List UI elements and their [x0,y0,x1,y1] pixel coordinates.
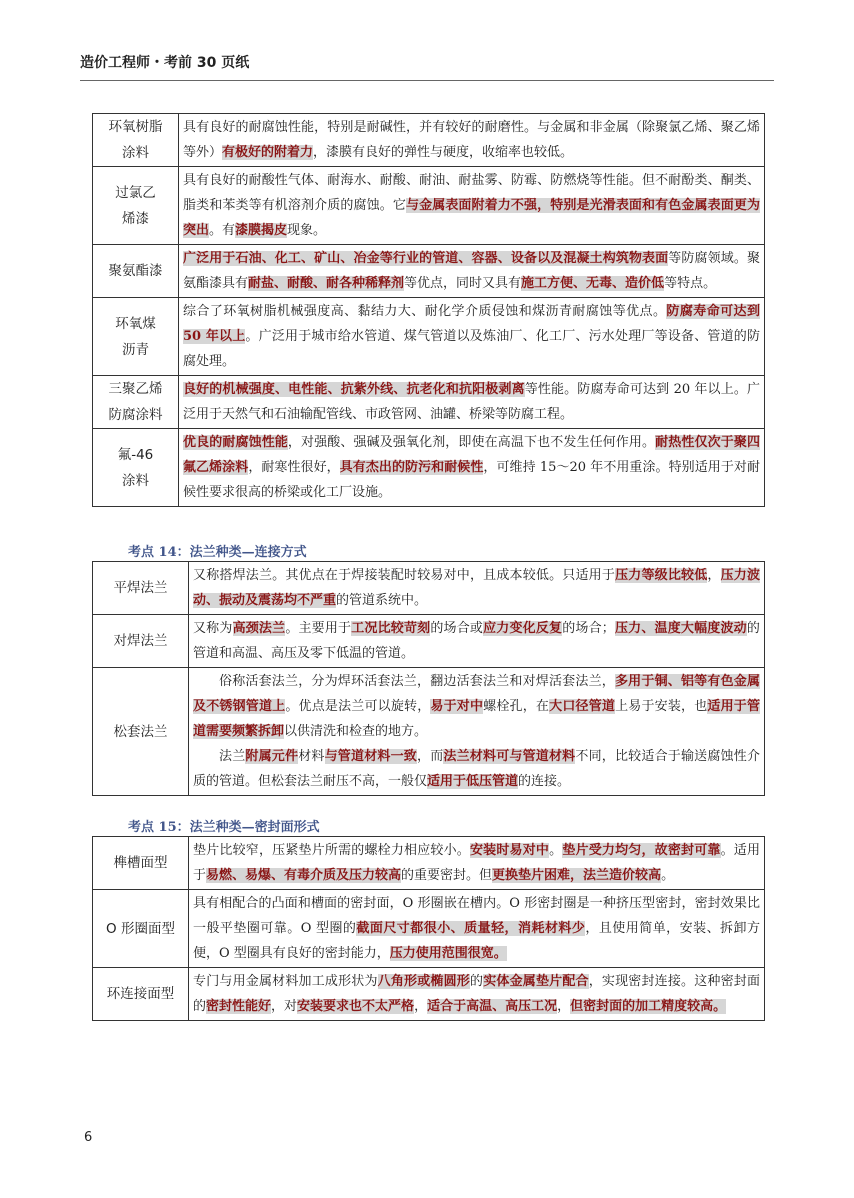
text-segment: 上易于安装，也 [615,699,708,714]
header-divider [80,80,774,81]
description-paragraph [183,377,760,427]
row-name-line: 环连接面型 [106,986,175,1002]
highlighted-text: 压力波动、振动及震荡均不严重 [193,568,760,608]
row-name [93,968,189,1021]
highlighted-text: 压力、温度大幅度波动 [614,621,747,636]
highlighted-text: 高颈法兰 [232,621,286,636]
table-row [93,968,765,1021]
description-paragraph [193,891,760,966]
text-segment: 。有 [209,223,236,238]
page-header-title: 造价工程师・考前 30 页纸 [80,55,250,71]
highlighted-text: 安装要求也不太严格 [297,999,415,1014]
description-paragraph [193,669,760,744]
text-segment: ，对强酸、强碱及强氧化剂，即使在高温下也不发生任何作用。 [287,435,656,450]
flange-connection-table [92,561,765,796]
text-segment: 的 [469,974,484,989]
row-name-line: 防腐涂料 [108,407,163,423]
text-segment: 等优点，同时又具有 [404,276,522,291]
text-segment: 。 [549,843,563,858]
table-row [93,429,765,507]
highlighted-text: 耐热性仅次于聚四氟乙烯涂料 [183,435,760,475]
table-row [93,114,765,167]
text-segment: 。优点是法兰可以旋转， [285,699,431,714]
highlighted-text: 安装时易对中 [469,843,550,858]
text-segment: ，对 [271,999,298,1014]
description-paragraph [193,744,760,794]
highlighted-text: 适用于管道需要频繁拆卸 [193,699,760,739]
description-paragraph [183,168,760,243]
text-segment: ，而 [417,749,444,764]
highlighted-text: 漆膜揭皮 [235,223,288,238]
table-row [93,298,765,376]
highlighted-text: 截面尺寸都很小、质量轻，消耗材料少 [356,921,586,936]
description-paragraph [183,299,760,374]
text-segment: 的场合； [562,621,615,636]
row-description [179,376,765,429]
table-row [93,376,765,429]
text-segment: 又称搭焊法兰。其优点在于焊接装配时较易对中，且成本较低。只适用于 [193,568,616,583]
table-row [93,167,765,245]
row-name-line: 环氧煤 [115,315,156,332]
text-segment: 的重要密封。但 [401,868,493,883]
row-name-line: 对焊法兰 [113,633,168,649]
text-segment: 综合了环氧树脂机械强度高、黏结力大、耐化学介质侵蚀和煤沥青耐腐蚀等优点。 [183,304,667,319]
highlighted-text: 压力使用范围很宽。 [389,946,507,961]
highlighted-text: 八角形或椭圆形 [377,974,470,989]
highlighted-text: 易燃、易爆、有毒介质及压力较高 [206,868,402,883]
text-segment: 现象。 [287,223,327,238]
text-segment: ，耐寒性很好， [248,460,340,475]
row-name [93,114,179,167]
text-segment: 不同，比较适合于输送腐蚀性介质的管道。但松套法兰耐压不高，一般仅 [193,749,760,789]
text-segment: 的管道和高温、高压及零下低温的管道。 [193,621,760,661]
text-segment: 等性能。防腐寿命可达到 20 年以上。广泛用于天然气和石油输配管线、市政管网、油罐、桥梁等防腐工程。 [183,382,760,422]
text-segment: 的管道系统中。 [336,593,428,608]
row-name-line: 烯漆 [122,210,149,227]
text-segment: 。广泛用于城市给水管道、煤气管道以及炼油厂、化工厂、污水处理厂等设备、管道的防腐处理。 [183,329,760,369]
table-row [93,615,765,668]
text-segment: 。 [661,868,675,883]
row-name [93,615,189,668]
description-paragraph [193,969,760,1019]
highlighted-text: 工况比较苛刻 [351,621,431,636]
row-name [93,429,179,507]
text-segment: ， [414,999,428,1014]
text-segment: ， [557,999,571,1014]
row-name-line: 涂料 [122,145,149,161]
highlighted-text: 实体金属垫片配合 [483,974,589,989]
row-description [189,968,765,1021]
highlighted-text: 但密封面的加工精度较高。 [570,999,727,1014]
highlighted-text: 应力变化反复 [483,621,563,636]
text-segment: 材料 [298,749,325,764]
row-description [189,837,765,890]
highlighted-text: 与管道材料一致 [324,749,417,764]
highlighted-text: 有极好的附着力 [222,145,314,160]
highlighted-text: 适合于高温、高压工况 [427,999,558,1014]
table-row [93,668,765,796]
row-name-line: 三聚乙烯 [108,381,163,397]
table-row [93,837,765,890]
highlighted-text: 优良的耐腐蚀性能 [183,435,288,450]
highlighted-text: 附属元件 [245,749,299,764]
description-paragraph [193,616,760,666]
highlighted-text: 良好的机械强度、电性能、抗紫外线、抗老化和抗阳极剥离 [183,382,525,397]
text-segment: 专门与用金属材料加工成形状为 [193,974,378,989]
row-description [189,890,765,968]
highlighted-text: 垫片受力均匀，故密封可靠 [562,843,721,858]
table-row [93,562,765,615]
highlighted-text: 压力等级比较低 [615,568,708,583]
row-name-line: 榫槽面型 [113,855,168,871]
row-name [93,890,189,968]
row-name [93,668,189,796]
description-paragraph [193,563,760,613]
highlighted-text: 法兰材料可与管道材料 [443,749,576,764]
text-segment: 等特点。 [664,276,717,291]
text-segment: ，且使用简单，安装、拆卸方便，O 型圈具有良好的密封能力， [193,921,760,961]
text-segment: 的连接。 [518,774,571,789]
row-name [93,167,179,245]
highlighted-text: 密封性能好 [206,999,272,1014]
row-name-line: 涂料 [122,472,149,489]
text-segment: ， [707,568,721,583]
highlighted-text: 防腐寿命可达到 50 年以上 [183,304,760,344]
row-name-line: 聚氨酯漆 [108,263,163,279]
coatings-table [92,113,765,507]
text-segment: 等防腐领域。聚氨酯漆具有 [183,251,760,291]
text-segment: 以供清洗和检查的地方。 [284,724,428,739]
highlighted-text: 易于对中 [430,699,484,714]
table-row [93,245,765,298]
highlighted-text: 适用于低压管道 [427,774,519,789]
section-15-title: 考点 15：法兰种类—密封面形式 [128,820,320,835]
row-name-line: 氟-46 [117,446,154,463]
row-name-line: 环氧树脂 [108,119,163,135]
row-description [189,562,765,615]
row-description [179,167,765,245]
text-segment: 法兰 [219,749,246,764]
highlighted-text: 广泛用于石油、化工、矿山、冶金等行业的管道、容器、设备以及混凝土构筑物表面 [183,251,669,266]
row-name [93,376,179,429]
row-name [93,298,179,376]
text-segment: 俗称活套法兰，分为焊环活套法兰，翻边活套法兰和对焊活套法兰， [219,674,615,689]
row-name-line: 松套法兰 [113,723,168,740]
highlighted-text: 多用于铜、铝等有色金属及不锈钢管道上 [193,674,760,714]
text-segment: ，漆膜有良好的弹性与硬度，收缩率也较低。 [313,145,574,160]
text-segment: 具有良好的耐腐蚀性能，特别是耐碱性，并有较好的耐磨性。与金属和非金属（除聚氯乙烯、聚乙烯等外） [183,120,760,160]
row-name-line: 过氯乙 [115,184,156,201]
description-paragraph [183,430,760,505]
highlighted-text: 耐盐、耐酸、耐各种稀释剂 [248,276,405,291]
highlighted-text: 具有杰出的防污和耐候性 [339,460,484,475]
section-14-title: 考点 14：法兰种类—连接方式 [128,545,307,560]
row-name [93,245,179,298]
text-segment: 垫片比较窄，压紧垫片所需的螺栓力相应较小。 [193,843,470,858]
description-paragraph [183,246,760,296]
description-paragraph [193,838,760,888]
highlighted-text: 施工方便、无毒、造价低 [521,276,665,291]
row-name-line: O 形圈面型 [106,920,175,937]
row-description [189,615,765,668]
row-name [93,837,189,890]
row-name [93,562,189,615]
row-name-line: 平焊法兰 [113,580,168,596]
flange-seal-table [92,836,765,1021]
text-segment: 具有相配合的凸面和槽面的密封面，O 形圈嵌在槽内。O 形密封圈是一种挤压型密封，密封效果比一般平垫圈可靠。O 型圈的 [193,896,760,936]
row-description [179,429,765,507]
highlighted-text: 与金属表面附着力不强，特别是光滑表面和有色金属表面更为突出 [183,198,760,238]
description-paragraph [183,115,760,165]
text-segment: 螺栓孔，在 [483,699,550,714]
text-segment: ，可维持 15～20 年不用重涂。特别适用于对耐候性要求很高的桥梁或化工厂设施。 [183,460,760,500]
row-description [189,668,765,796]
text-segment: 又称为 [193,621,233,636]
highlighted-text: 大口径管道 [549,699,616,714]
page-number: 6 [84,1130,93,1145]
text-segment: 。主要用于 [285,621,352,636]
text-segment: 。适用于 [193,843,760,883]
row-description [179,298,765,376]
text-segment: ，实现密封连接。这种密封面的 [193,974,760,1014]
highlighted-text: 更换垫片困难，法兰造价较高 [492,868,662,883]
text-segment: 的场合或 [430,621,484,636]
row-description [179,114,765,167]
text-segment: 具有良好的耐酸性气体、耐海水、耐酸、耐油、耐盐雾、防霉、防燃烧等性能。但不耐酚类、酮类、脂类和苯类等有机溶剂介质的腐蚀。它 [183,173,760,213]
row-name-line: 沥青 [122,341,149,358]
row-description [179,245,765,298]
table-row [93,890,765,968]
